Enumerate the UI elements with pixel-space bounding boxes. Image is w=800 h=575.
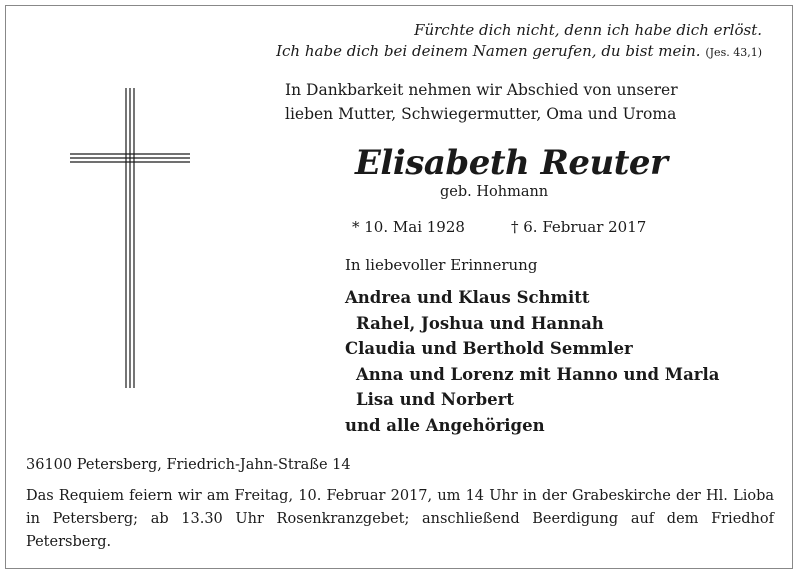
mourner-line: Rahel, Joshua und Hannah — [356, 313, 604, 333]
christian-cross-icon — [70, 88, 190, 388]
mourner-line: Andrea und Klaus Schmitt — [345, 288, 590, 307]
mourner-line: Lisa und Norbert — [356, 390, 514, 409]
verse-reference: (Jes. 43,1) — [705, 46, 762, 59]
intro-text — [285, 78, 678, 126]
mourners-list — [345, 285, 719, 438]
deceased-name: Elisabeth Reuter — [355, 143, 668, 183]
mourner-line: Anna und Lorenz mit Hanno und Marla — [356, 364, 720, 384]
death-date: † 6. Februar 2017 — [511, 218, 647, 236]
birth-date: * 10. Mai 1928 — [352, 218, 465, 236]
service-notice: Das Requiem feiern wir am Freitag, 10. Februar 2017, um 14 Uhr in der Grabeskirche der Hl. Lioba in Petersberg; ab 13.30 Uhr Rosenkranzgebet; anschließend Beerdigung auf dem Friedhof Petersberg. — [26, 488, 774, 550]
bible-verse — [276, 20, 762, 63]
verse-line-1: Fürchte dich nicht, denn ich habe dich erlöst. — [414, 21, 762, 39]
mourner-line: und alle Angehörigen — [345, 415, 545, 435]
intro-line-2: lieben Mutter, Schwiegermutter, Oma und Uroma — [285, 105, 677, 123]
verse-line-2-text: Ich habe dich bei deinem Namen gerufen, du bist mein. — [276, 42, 701, 60]
intro-line-1: In Dankbarkeit nehmen wir Abschied von unserer — [285, 81, 678, 99]
maiden-name: geb. Hohmann — [440, 184, 549, 200]
mourner-line: Claudia und Berthold Semmler — [345, 339, 633, 358]
memory-text: In liebevoller Erinnerung — [345, 256, 538, 274]
verse-line-2 — [276, 41, 762, 63]
address: 36100 Petersberg, Friedrich-Jahn-Straße 14 — [26, 457, 351, 473]
